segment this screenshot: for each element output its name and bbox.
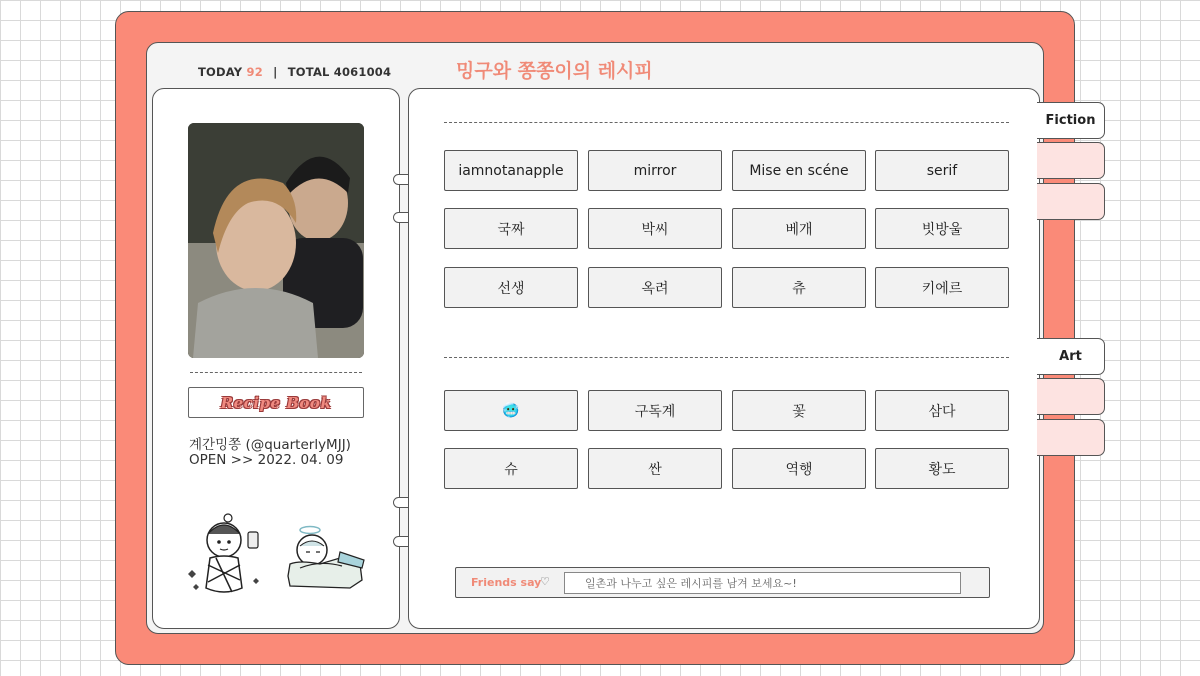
tab-art[interactable]: Art <box>1037 338 1105 375</box>
fiction-button-begae[interactable]: 베개 <box>732 208 866 249</box>
fiction-button-kiereu[interactable]: 키에르 <box>875 267 1009 308</box>
profile-name: 계간밍쫑 (@quarterlyMJJ) <box>189 437 351 453</box>
today-label: TODAY <box>198 65 243 79</box>
guestbook-input[interactable] <box>564 572 961 594</box>
fiction-button-gukjja[interactable]: 국짜 <box>444 208 578 249</box>
art-button-hwangdo[interactable]: 황도 <box>875 448 1009 489</box>
character-doodle-left <box>186 510 268 598</box>
fiction-button-serif[interactable]: serif <box>875 150 1009 191</box>
fiction-button-chu[interactable]: 츄 <box>732 267 866 308</box>
character-doodle-right <box>280 520 368 592</box>
tab-blank[interactable] <box>1037 378 1105 415</box>
art-button-samda[interactable]: 삼다 <box>875 390 1009 431</box>
art-button-kkot[interactable]: 꽃 <box>732 390 866 431</box>
heart-icon[interactable]: ♡ <box>540 575 550 588</box>
tab-fiction[interactable]: Fiction <box>1037 102 1105 139</box>
total-count: TOTAL 4061004 <box>287 65 392 79</box>
tab-blank[interactable] <box>1037 183 1105 220</box>
fiction-button-okryeo[interactable]: 옥려 <box>588 267 722 308</box>
profile-divider <box>190 372 362 373</box>
site-title: 밍구와 쫑쫑이의 레시피 <box>456 60 653 82</box>
fiction-button-mirror[interactable]: mirror <box>588 150 722 191</box>
profile-open-date: OPEN >> 2022. 04. 09 <box>189 452 344 468</box>
art-button-syu[interactable]: 슈 <box>444 448 578 489</box>
art-button-yeokhaeng[interactable]: 역행 <box>732 448 866 489</box>
recipe-book-text: Recipe Book <box>220 393 332 412</box>
art-divider <box>444 357 1009 358</box>
recipe-book-badge <box>188 387 364 418</box>
counter-separator: | <box>273 65 278 79</box>
friends-say-label: Friends say <box>471 576 542 589</box>
fiction-button-mise-en-scene[interactable]: Mise en scéne <box>732 150 866 191</box>
profile-photo <box>188 123 364 358</box>
guestbook-bar <box>455 567 990 598</box>
fiction-divider <box>444 122 1009 123</box>
fiction-button-bakssi[interactable]: 박씨 <box>588 208 722 249</box>
tab-blank[interactable] <box>1037 419 1105 456</box>
visitor-counter <box>198 65 391 79</box>
art-button-emoji[interactable]: 🥶 <box>444 390 578 431</box>
fiction-button-seonsaeng[interactable]: 선생 <box>444 267 578 308</box>
today-count: 92 <box>246 65 263 79</box>
fiction-button-iamnotanapple[interactable]: iamnotanapple <box>444 150 578 191</box>
fiction-button-bitbangul[interactable]: 빗방울 <box>875 208 1009 249</box>
art-button-ssan[interactable]: 싼 <box>588 448 722 489</box>
art-button-gudokgye[interactable]: 구독계 <box>588 390 722 431</box>
tab-blank[interactable] <box>1037 142 1105 179</box>
